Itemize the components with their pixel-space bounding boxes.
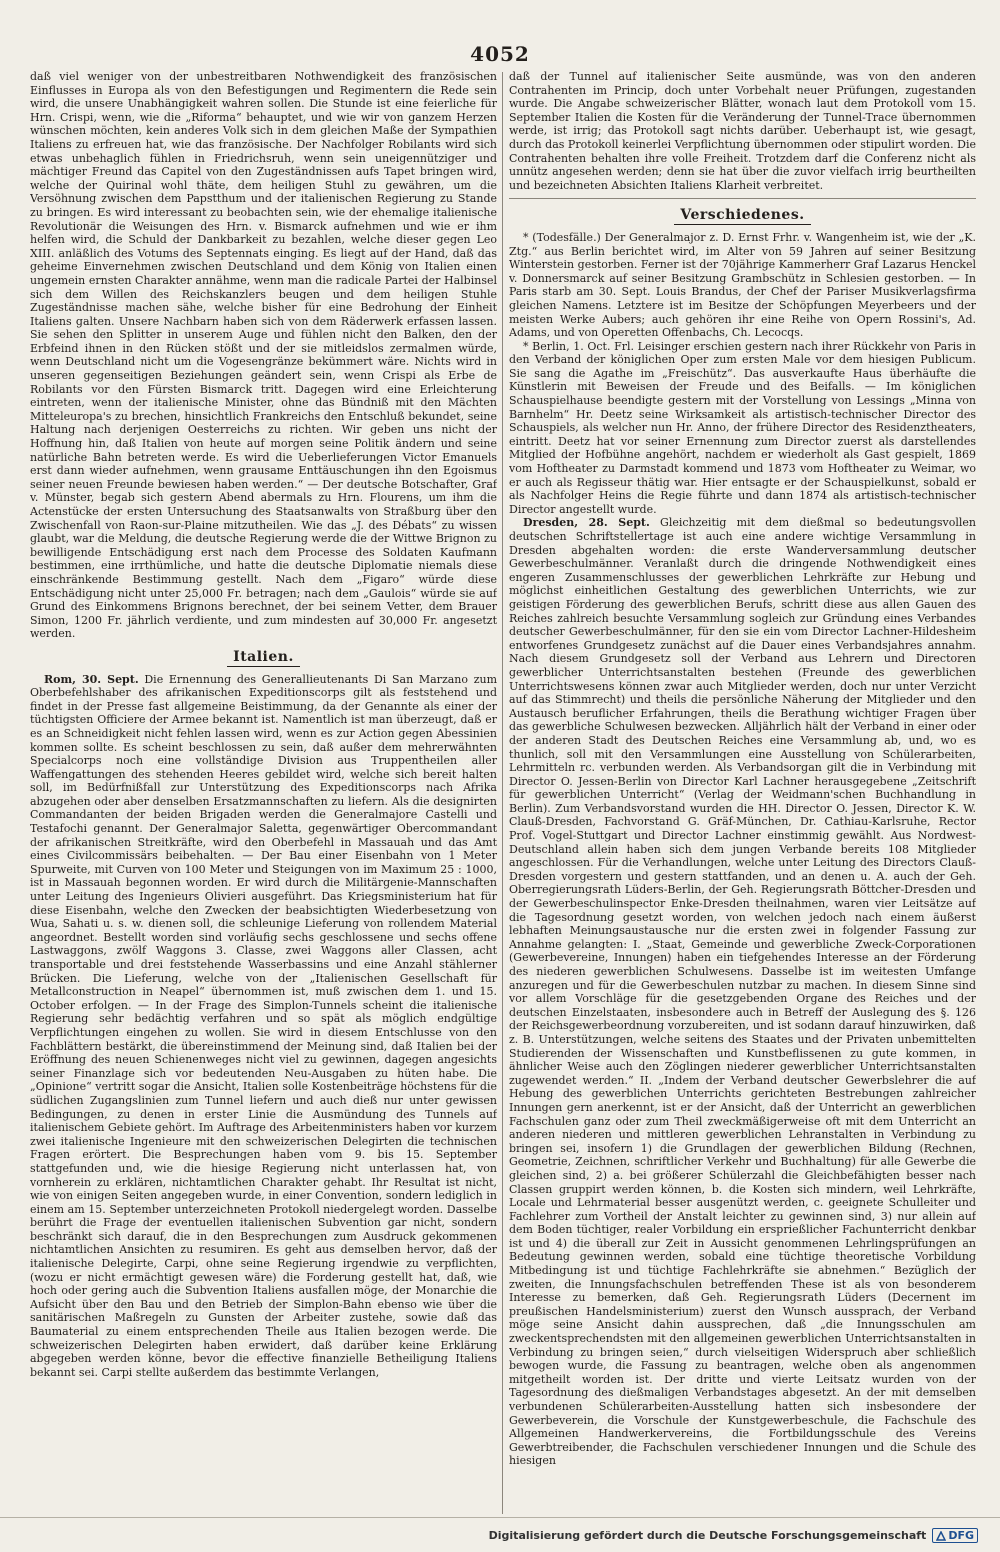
dresden-dateline: Dresden, 28. Sept. bbox=[523, 516, 650, 530]
dfg-logo: DFG bbox=[932, 1528, 978, 1543]
page-number: 4052 bbox=[470, 42, 530, 66]
simplon-article-continued: daß der Tunnel auf italienischer Seite ausmünde, was von den anderen Contrahenten im Princip, doch unter Vorbehalt neuer Prüfungen, zugestanden wurde. Die Angabe schweizerischer Blätter, wonach laut dem Protokoll vom 15. September Italien die Kosten für die Veränderung der Tunnel-Trace übernommen werde, ist irrig; das Protokoll sagt nichts darüber. Ueberhaupt ist, wie gesagt, durch das Protokoll keinerlei Verpflichtung übernommen oder stipulirt worden. Die Contrahenten behalten ihre volle Freiheit. Trotzdem darf die Conferenz nicht als unnütz angesehen werden; denn sie hat über die zuvor vielfach irrig beurtheilten und bezeichneten Absichten Italiens Klarheit verbreitet. bbox=[509, 70, 976, 192]
rome-article-text: Die Ernennung des Generallieutenants Di San Marzano zum Oberbefehlshaber des afrikanischen Expeditionscorps gilt als feststehend und findet in der Presse fast allgemeine Beistimmung, da der Genannte als einer der tüchtigsten Officiere der Armee bekannt ist. Namentlich ist man überzeugt, daß er es an Schneidigkeit nicht fehlen lassen wird, wenn es zur Action gegen Abessinien kommen sollte. Es scheint beschlossen zu sein, daß außer dem mehrerwähnten Specialcorps noch eine vollständige Division aus Truppentheilen aller Waffengattungen des stehenden Heeres gebildet wird, welche sich bereit halten soll, im Bedürfnißfall zur Unterstützung des Expeditionscorps nach Afrika abzugehen oder aber denselben Ersatzmannschaften zu liefern. Als die designirten Commandanten der beiden Brigaden werden die Generalmajore Castelli und Testafochi genannt. Der Generalmajor Saletta, gegenwärtiger Obercommandant der afrikanischen Streitkräfte, wird den Oberbefehl in Massauah und das Amt eines Civilcommissärs beibehalten. — Der Bau einer Eisenbahn von 1 Meter Spurweite, mit Curven von 100 Meter und Steigungen von im Maximum 25 : 1000, ist in Massauah begonnen worden. Er wird durch die Militärgenie-Mannschaften unter Leitung des Ingenieurs Olivieri ausgeführt. Das Kriegsministerium hat für diese Eisenbahn, welche den Zwecken der beabsichtigten Wiederbesetzung von Wua, Sahati u. s. w. dienen soll, die schleunige Lieferung von rollendem Material angeordnet. Bestellt worden sind vorläufig sechs geschlossene und sechs offene Lastwaggons, zwölf Waggons 3. Classe, zwei Waggons aller Classen, acht transportable und drei feststehende Wasserbassins und eine Anzahl stählerner Brücken. Die Lieferung, welche von der „Italienischen Gesellschaft für Metallconstruction in Neapel“ übernommen ist, muß zwischen dem 1. und 15. October erfolgen. — In der Frage des Simplon-Tunnels scheint die italienische Regierung sehr bedächtig verfahren und so spät als möglich endgültige Verpflichtungen eingehen zu wollen. Sie wird in diesem Entschlusse von den Fachblättern bestärkt, die übereinstimmend der Meinung sind, daß Italien bei der Eröffnung des neuen Schienenweges nicht viel zu gewinnen, dagegen angesichts seiner Finanzlage sich vor bedeutenden Neu-Ausgaben zu hüten habe. Die „Opinione“ vertritt sogar die Ansicht, Italien solle Kostenbeiträge höchstens für die südlichen Zugangslinien zum Tunnel liefern und auch dieß nur unter gewissen Bedingungen, zu denen in erster Linie die Ausmündung des Tunnels auf italienischem Gebiete gehört. Im Auftrage des Arbeitenministers haben vor kurzem zwei italienische Ingenieure mit den schweizerischen Delegirten die technischen Fragen erörtert. Die Besprechungen haben vom 9. bis 15. September stattgefunden und, wie die hiesige Regierung nicht unterlassen hat, von vornherein zu erklären, nichtamtlichen Charakter gehabt. Ihr Resultat ist nicht, wie von einigen Seiten angegeben wurde, in einer Convention, sondern lediglich in einem am 15. September unterzeichneten Protokoll niedergelegt worden. Dasselbe berührt die Frage der eventuellen italienischen Subvention gar nicht, sondern beschränkt sich darauf, die in den Besprechungen zum Ausdruck gekommenen nichtamtlichen Ansichten zu resumiren. Es geht aus demselben hervor, daß der italienische Delegirte, Carpi, ohne seine Regierung irgendwie zu verpflichten, (wozu er nicht ermächtigt gewesen wäre) die Forderung gestellt hat, daß, wie hoch oder gering auch die Subvention Italiens ausfallen möge, der Monarchie die Aufsicht über den Bau und den Betrieb der Simplon-Bahn ebenso wie über die sanitärischen Maßregeln zu Gunsten der Arbeiter zustehe, sowie daß das Baumaterial zu einem entsprechenden Theile aus Italien bezogen werde. Die schweizerischen Delegirten haben erwidert, daß darüber keine Erklärung abgegeben werden könne, bevor die effective finanzielle Betheiligung Italiens bekannt sei. Carpi stellte außerdem das bestimmte Verlangen, bbox=[30, 672, 497, 1379]
section-heading-verschiedenes: Verschiedenes. bbox=[509, 209, 976, 225]
obituaries-article: * (Todesfälle.) Der Generalmajor z. D. Ernst Frhr. v. Wangenheim ist, wie der „K. Ztg.“ aus Berlin berichtet wird, im Alter von 59 Jahren auf seiner Besitzung Winterstein gestorben. Ferner ist der 70jährige Kammerherr Graf Lazarus Henckel v. Donnersmarck auf seiner Besitzung Grambschütz in Schlesien gestorben. — In Paris starb am 30. Sept. Louis Brandus, der Chef der Pariser Musikverlagsfirma gleichen Namens. Letztere ist im Besitze der Schöpfungen Meyerbeers und der meisten Werke Aubers; auch gehören ihr eine Reihe von Opern Rossini's, Ad. Adams, und von Operetten Offenbachs, Ch. Lecocqs. bbox=[509, 230, 976, 340]
left-column bbox=[30, 70, 497, 1518]
berlin-article: * Berlin, 1. Oct. Frl. Leisinger erschien gestern nach ihrer Rückkehr von Paris in den Verband der königlichen Oper zum ersten Male vor dem hiesigen Publicum. Sie sang die Agathe im „Freischütz“. Das ausverkaufte Haus überhäufte die Künstlerin mit Beweisen der Freude und des Beifalls. — Im königlichen Schauspielhause beendigte gestern mit der Vorstellung von Lessings „Minna von Barnhelm“ Hr. Deetz seine Wirksamkeit als artistisch-technischer Director des Schauspiels, als welcher nun Hr. Anno, der frühere Director des Residenztheaters, eintritt. Deetz hat vor seiner Ernennung zum Director zuerst als darstellendes Mitglied der Hofbühne angehört, nachdem er wiederholt als Gast gespielt, 1869 vom Hoftheater zu Darmstadt kommend und 1873 vom Hoftheater zu Weimar, wo er auch als Regisseur thätig war. Hier entsagte er der Schauspielkunst, sobald er als Nachfolger Heins die Regie führte und dann 1874 als artistisch-technischer Director angestellt wurde. bbox=[509, 339, 976, 516]
column-divider bbox=[502, 72, 503, 1514]
rome-dateline: Rom, 30. Sept. bbox=[44, 672, 139, 686]
section-rule bbox=[509, 198, 976, 199]
dresden-article bbox=[509, 516, 976, 1468]
dresden-article-text: Gleichzeitig mit dem dießmal so bedeutungsvollen deutschen Schriftstellertage ist auch eine andere wichtige Versammlung in Dresden abgehalten worden: die erste Wanderversammlung deutscher Gewerbeschulmänner. Veranlaßt durch die dringende Nothwendigkeit eines engeren Zusammenschlusses der gewerblichen Lehrkräfte zur Hebung und möglichst einheitlichen Gestaltung des gewerblichen Unterrichts, wie zur geistigen Förderung des gewerblichen Berufs, schritt diese aus allen Gauen des Reiches zahlreich besuchte Versammlung sogleich zur Gründung eines Verbandes deutscher Gewerbeschulmänner, für den sie ein vom Director Lachner-Hildesheim entworfenes Grundgesetz zunächst auf die Dauer eines Verbandsjahres annahm. Nach diesem Grundgesetz soll der Verband aus Lehrern und Directoren gewerblicher Unterrichtsanstalten bestehen (Freunde des gewerblichen Unterrichtswesens können zwar auch Mitglieder werden, doch nur unter Verzicht auf das Stimmrecht) und theils die persönliche Näherung der Mitglieder und den Austausch beruflicher Erfahrungen, theils die Berathung wichtiger Fragen über das gewerbliche Schulwesen bezwecken. Alljährlich hält der Verband in einer oder der anderen Stadt des Deutschen Reiches eine Versammlung ab, und, wo es thunlich, soll mit den Versammlungen eine Ausstellung von Schülerarbeiten, Lehrmitteln rc. verbunden werden. Als Verbandsorgan gilt die in Verbindung mit Director O. Jessen-Berlin von Director Karl Lachner herausgegebene „Zeitschrift für gewerblichen Unterricht“ (Verlag der Weidmann'schen Buchhandlung in Berlin). Zum Verbandsvorstand wurden die HH. Director O. Jessen, Director K. W. Clauß-Dresden, Fachvorstand G. Gräf-München, Dr. Cathiau-Karlsruhe, Rector Prof. Vogel-Stuttgart und Director Lachner einstimmig gewählt. Aus Nordwest-Deutschland allein haben sich dem jungen Verbande bereits 108 Mitglieder angeschlossen. Für die Verhandlungen, welche unter Leitung des Directors Clauß-Dresden vorgestern und gestern stattfanden, und an denen u. A. auch der Geh. Oberregierungsrath Lüders-Berlin, der Geh. Regierungsrath Böttcher-Dresden und der Gewerbeschulinspector Enke-Dresden theilnahmen, waren vier Leitsätze auf die Tagesordnung gesetzt worden, von welchen jedoch nach einem äußerst lebhaften Meinungsaustausche nur die ersten zwei in folgender Fassung zur Annahme gelangten: I. „Staat, Gemeinde und gewerbliche Zweck-Corporationen (Gewerbevereine, Innungen) haben ein tiefgehendes Interesse an der Förderung des niederen gewerblichen Schulwesens. Dasselbe ist im weitesten Umfange anzuregen und für die Gewerbeschulen nutzbar zu machen. In diesem Sinne sind vor allem Vorschläge für die gesetzgebenden Organe des Reiches und der deutschen Einzelstaaten, insbesondere auch in Betreff der Auslegung des §. 126 der Reichsgewerbeordnung vorzubereiten, und ist sodann darauf hinzuwirken, daß z. B. Unterstützungen, welche seitens des Staates und der Privaten unbemittelten Studierenden der Wissenschaften und Kunstbeflissenen zu gute kommen, in ähnlicher Weise auch den Zöglingen niederer gewerblicher Unterrichtsanstalten zugewendet werden.“ II. „Indem der Verband deutscher Gewerbslehrer die auf Hebung des gewerblichen Unterrichts gerichteten Bestrebungen zahlreicher Innungen gern anerkennt, ist er der Ansicht, daß der Unterricht an gewerblichen Fachschulen ganz oder zum Theil zweckmäßigerweise oft mit dem Unterricht an anderen niederen und mittleren gewerblichen Lehranstalten in Verbindung zu bringen sei, insofern 1) die Grundlagen der gewerblichen Bildung (Rechnen, Geometrie, Zeichnen, schriftlicher Verkehr und Buchhaltung) für alle Gewerbe die gleichen sind, 2) a. bei größerer Schülerzahl die Gleichbefähigten besser nach Classen gruppirt werden können, b. die Kosten sich mindern, weil Lehrkräfte, Locale und Lehrmaterial besser ausgenützt werden, c. geeignete Schulleiter und Fachlehrer zum Vortheil der Anstalt leichter zu gewinnen sind, 3) nur allein auf dem Boden tüchtiger, realer Vorbildung ein ersprießlicher Fachunterricht denkbar ist und 4) die überall zur Zeit in Aussicht genommenen Lehrlingsprüfungen an Bedeutung gewinnen werden, sobald eine tüchtige theoretische Vorbildung Mitbedingung ist und tüchtige Fachlehrkräfte sie abnehmen.“ Bezüglich der zweiten, die Innungsfachschulen betreffenden These ist als von besonderem Interesse zu bemerken, daß Geh. Regierungsrath Lüders (Decernent im preußischen Handelsministerium) zuerst den Wunsch aussprach, der Verband möge seine Ansicht dahin aussprechen, daß „die Innungsschulen am zweckentsprechendsten mit den allgemeinen gewerblichen Unterrichtsanstalten in Verbindung zu bringen seien,“ durch vielseitigen Widerspruch aber schließlich bewogen wurde, die Fassung zu beantragen, welche oben als angenommen mitgetheilt worden ist. Der dritte und vierte Leitsatz wurden von der Tagesordnung des dießmaligen Verbandstages abgesetzt. An der mit demselben verbundenen Schülerarbeiten-Ausstellung hatten sich insbesondere der Gewerbeverein, die Vorschule der Kunstgewerbeschule, die Fachschule des Allgemeinen Handwerkervereins, die Fortbildungsschule des Vereins Gewerbtreibender, die Fachschulen verschiedener Innungen und die Schule des hiesigen bbox=[509, 516, 976, 1468]
dfg-mark-icon bbox=[936, 1531, 946, 1541]
section-heading-italien: Italien. bbox=[30, 651, 497, 667]
footer-credit: Digitalisierung gefördert durch die Deutsche Forschungsgemeinschaft bbox=[488, 1529, 927, 1542]
footer bbox=[489, 1528, 978, 1543]
rome-article bbox=[30, 673, 497, 1380]
footer-rule bbox=[0, 1517, 1000, 1518]
right-column bbox=[509, 70, 976, 1518]
left-article-continued: daß viel weniger von der unbestreitbaren Nothwendigkeit des französischen Einflusses in Europa als von den Befestigungen und Regimentern die Rede sein wird, die unsere Unabhängigkeit wahren sollen. Die Stunde ist eine feierliche für Hrn. Crispi, wenn, wie die „Riforma“ behauptet, und wie wir von ganzem Herzen wünschen möchten, kein anderes Volk sich in dem gleichen Maße der Sympathien Italiens zu erfreuen hat, wie das französische. Der Nachfolger Robilants wird sich etwas unbehaglich fühlen in Friedrichsruh, wenn sein uneigennütziger und mächtiger Freund das Capitel von den Zugeständnissen aufs Tapet bringen wird, welche der Quirinal wohl thäte, dem heiligen Stuhl zu gewähren, um die Versöhnung zwischen dem Papstthum und der italienischen Regierung zu Stande zu bringen. Es wird interessant zu beobachten sein, wie der ehemalige italienische Revolutionär die Weisungen des Hrn. v. Bismarck aufnehmen und wie er ihm helfen wird, die Schuld der Dankbarkeit zu bezahlen, welche dieser gegen Leo XIII. anläßlich des Votums des Septennats einging. Es liegt auf der Hand, daß das geheime Einvernehmen zwischen Deutschland und dem König von Italien einen ungemein ernsten Charakter annähme, wenn man die radicale Partei der Halbinsel sich dem Willen des Reichskanzlers beugen und dem heiligen Stuhle Zugeständnisse machen sähe, welche bisher für eine Bedrohung der Einheit Italiens galten. Unsere Nachbarn haben sich von dem Räderwerk erfassen lassen. Sie sehen den Splitter in unserem Auge und fühlen nicht den Balken, den der Erbfeind ihnen in den Rücken stößt und der sie mitleidslos zermalmen würde, wenn Deutschland nicht um die Vogesengränze bekümmert wäre. Nichts wird in unseren gegenseitigen Beziehungen geändert sein, wenn Crispi als Erbe de Robilants vor den Fürsten Bismarck tritt. Dagegen wird eine Erleichterung eintreten, wenn der italienische Minister, ohne das Bündniß mit den Mächten Mitteleuropa's zu brechen, hinsichtlich Frankreichs den Entschluß bekundet, seine Haltung nach derjenigen Oesterreichs zu richten. Wir geben uns nicht der Hoffnung hin, daß Italien von heute auf morgen seine Politik ändern und seine natürliche Bahn betreten werde. Es wird die Ueberlieferungen Victor Emanuels erst dann wieder aufnehmen, wenn grausame Enttäuschungen ihn den Egoismus seiner neuen Freunde bewiesen haben werden.“ — Der deutsche Botschafter, Graf v. Münster, begab sich gestern Abend abermals zu Hrn. Flourens, um ihm die Actenstücke der ersten Untersuchung des Staatsanwalts von Straßburg über den Zwischenfall von Raon-sur-Plaine mitzutheilen. Wie das „J. des Débats“ zu wissen glaubt, war die Meldung, die deutsche Regierung werde die der Wittwe Brignon zu bewilligende Entschädigung erst nach dem Processe des Soldaten Kaufmann bestimmen, eine irrthümliche, und hatte die deutsche Diplomatie niemals diese einschränkende Bestimmung gestellt. Nach dem „Figaro“ würde diese Entschädigung nicht unter 25,000 Fr. betragen; nach dem „Gaulois“ würde sie auf Grund des Einkommens Brignons berechnet, der bei seinem Vetter, dem Brauer Simon, 1200 Fr. jährlich verdiente, und zum mindesten auf 30,000 Fr. angesetzt werden. bbox=[30, 70, 497, 641]
